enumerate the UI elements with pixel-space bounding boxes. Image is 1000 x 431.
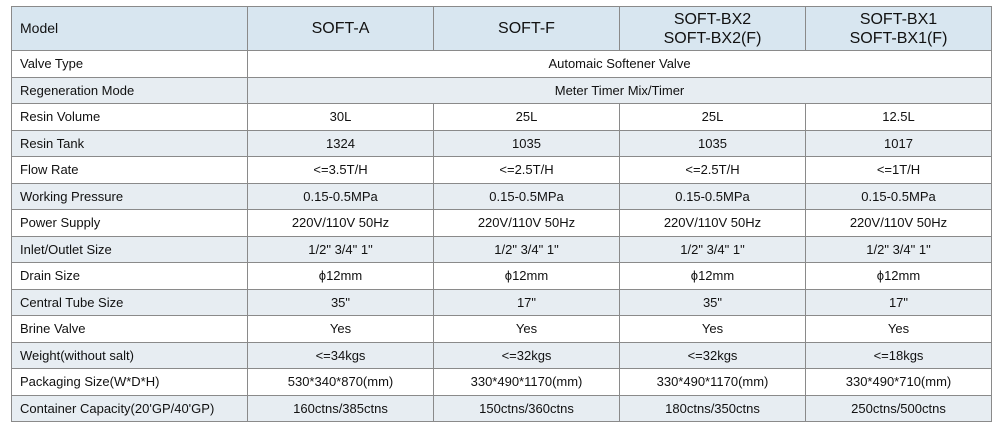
table-row xyxy=(12,77,992,104)
model-name: SOFT-A xyxy=(311,20,370,37)
header-model-cell xyxy=(620,7,806,51)
table-cell: Yes xyxy=(620,316,806,343)
table-cell: <=34kgs xyxy=(248,342,434,369)
model-name: SOFT-BX2 xyxy=(673,10,752,28)
table-cell: 330*490*710(mm) xyxy=(806,369,992,396)
model-name: SOFT-BX1 xyxy=(859,10,938,28)
table-cell: <=32kgs xyxy=(620,342,806,369)
table-cell: 30L xyxy=(248,104,434,131)
table-cell: 160ctns/385ctns xyxy=(248,395,434,422)
table-cell: 1/2" 3/4" 1" xyxy=(806,236,992,263)
table-cell: <=2.5T/H xyxy=(434,157,620,184)
spec-table xyxy=(11,6,992,422)
table-cell: 1017 xyxy=(806,130,992,157)
table-row xyxy=(12,236,992,263)
table-row xyxy=(12,51,992,78)
row-label: Flow Rate xyxy=(12,157,248,184)
row-label: Resin Volume xyxy=(12,104,248,131)
table-cell: 330*490*1170(mm) xyxy=(620,369,806,396)
row-label: Resin Tank xyxy=(12,130,248,157)
table-cell: 35" xyxy=(620,289,806,316)
table-cell: 1/2" 3/4" 1" xyxy=(248,236,434,263)
row-label: Brine Valve xyxy=(12,316,248,343)
header-row xyxy=(12,7,992,51)
row-label: Regeneration Mode xyxy=(12,77,248,104)
table-cell: 530*340*870(mm) xyxy=(248,369,434,396)
spanned-value: Automaic Softener Valve xyxy=(248,51,992,78)
table-cell: <=3.5T/H xyxy=(248,157,434,184)
header-model-cell xyxy=(248,7,434,51)
table-cell: ϕ12mm xyxy=(434,263,620,290)
table-cell: 25L xyxy=(620,104,806,131)
table-cell: <=32kgs xyxy=(434,342,620,369)
table-cell: 17" xyxy=(806,289,992,316)
table-cell: ϕ12mm xyxy=(806,263,992,290)
model-name: SOFT-BX1(F) xyxy=(849,29,948,47)
table-row xyxy=(12,157,992,184)
spec-table-body xyxy=(12,7,992,422)
header-model-cell xyxy=(434,7,620,51)
table-cell: 0.15-0.5MPa xyxy=(248,183,434,210)
header-model-cell xyxy=(806,7,992,51)
table-cell: Yes xyxy=(806,316,992,343)
table-row xyxy=(12,316,992,343)
table-cell: 25L xyxy=(434,104,620,131)
table-row xyxy=(12,210,992,237)
table-cell: 150ctns/360ctns xyxy=(434,395,620,422)
table-cell: Yes xyxy=(248,316,434,343)
table-cell: 1324 xyxy=(248,130,434,157)
model-name: SOFT-F xyxy=(498,20,555,37)
table-cell: <=1T/H xyxy=(806,157,992,184)
row-label: Working Pressure xyxy=(12,183,248,210)
row-label: Container Capacity(20'GP/40'GP) xyxy=(12,395,248,422)
table-row xyxy=(12,395,992,422)
table-row xyxy=(12,104,992,131)
table-cell: 220V/110V 50Hz xyxy=(434,210,620,237)
table-cell: 180ctns/350ctns xyxy=(620,395,806,422)
table-cell: 17" xyxy=(434,289,620,316)
table-cell: 1035 xyxy=(620,130,806,157)
table-row xyxy=(12,130,992,157)
row-label: Valve Type xyxy=(12,51,248,78)
table-row xyxy=(12,183,992,210)
row-label: Inlet/Outlet Size xyxy=(12,236,248,263)
model-name: SOFT-BX2(F) xyxy=(663,29,762,47)
table-cell: 12.5L xyxy=(806,104,992,131)
table-cell: 1035 xyxy=(434,130,620,157)
table-cell: 250ctns/500ctns xyxy=(806,395,992,422)
table-cell: ϕ12mm xyxy=(248,263,434,290)
table-cell: <=18kgs xyxy=(806,342,992,369)
table-cell: 0.15-0.5MPa xyxy=(434,183,620,210)
table-cell: 220V/110V 50Hz xyxy=(806,210,992,237)
table-row xyxy=(12,263,992,290)
spanned-value: Meter Timer Mix/Timer xyxy=(248,77,992,104)
row-label: Weight(without salt) xyxy=(12,342,248,369)
table-row xyxy=(12,289,992,316)
table-cell: 330*490*1170(mm) xyxy=(434,369,620,396)
header-model-label: Model xyxy=(12,7,248,51)
table-cell: 220V/110V 50Hz xyxy=(620,210,806,237)
table-cell: ϕ12mm xyxy=(620,263,806,290)
row-label: Packaging Size(W*D*H) xyxy=(12,369,248,396)
table-cell: 1/2" 3/4" 1" xyxy=(434,236,620,263)
table-cell: 1/2" 3/4" 1" xyxy=(620,236,806,263)
table-cell: <=2.5T/H xyxy=(620,157,806,184)
row-label: Central Tube Size xyxy=(12,289,248,316)
table-row xyxy=(12,342,992,369)
table-cell: Yes xyxy=(434,316,620,343)
table-row xyxy=(12,369,992,396)
table-cell: 220V/110V 50Hz xyxy=(248,210,434,237)
row-label: Power Supply xyxy=(12,210,248,237)
table-cell: 0.15-0.5MPa xyxy=(806,183,992,210)
table-cell: 35" xyxy=(248,289,434,316)
table-cell: 0.15-0.5MPa xyxy=(620,183,806,210)
row-label: Drain Size xyxy=(12,263,248,290)
